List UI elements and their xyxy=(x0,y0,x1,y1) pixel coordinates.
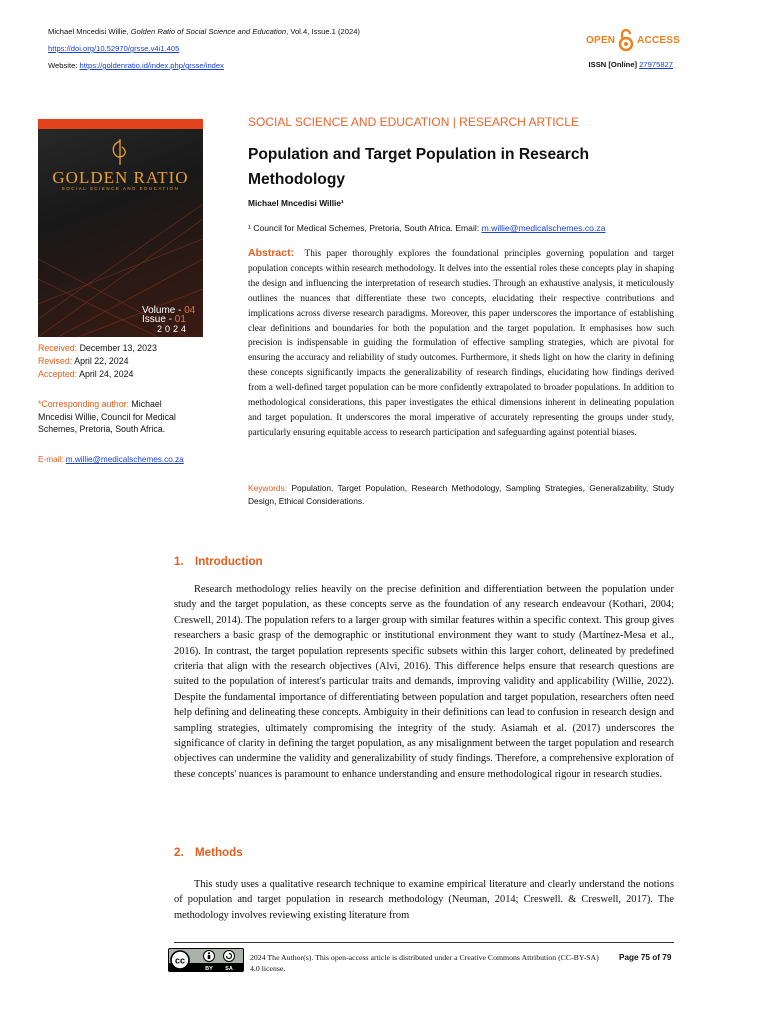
methods-paragraph: This study uses a qualitative research technique to examine empirical literature and clearly understand the notions of population and target population in research methodology (Neuman, 2014; Creswell. & Creswell, 2017). The methodology involves reviewing existing literature from xyxy=(174,879,674,921)
keywords-label: Keywords: xyxy=(248,483,288,493)
author-affiliation xyxy=(248,223,605,233)
website-link[interactable]: https://goldenratio.id/index.php/grsse/index xyxy=(79,61,224,70)
cc-by-sa-badge xyxy=(168,948,244,972)
sa-text: SA xyxy=(225,966,233,972)
email-link[interactable]: m.willie@medicalschemes.co.za xyxy=(65,455,184,464)
license-text: 2024 The Author(s). This open-access article is distributed under a Creative Commons Attribution (CC-BY-SA) 4.0 license. xyxy=(250,953,599,973)
introduction-body xyxy=(174,582,674,782)
website-label: Website: xyxy=(48,61,78,70)
by-text: BY xyxy=(205,966,213,972)
introduction-paragraph: Research methodology relies heavily on the precise definition and differentiation between the population under study and the target population, as these concepts serve as the foundation of any research endeavour (Kothari, 2004; Creswell, 2014). The population refers to a larger group with similar features within a specific context. This group gives researchers a basic grasp of the demographic or institutional environment they want to study (Martínez-Mesa et al., 2016). In contrast, the target population represents specific subsets within this larger cohort, delineated by predefined criteria that align with the research objectives (Alvi, 2016). This difference helps ensure that research questions are suited to the population of interest's particular traits and demands, improving validity and applicability (Willie, 2022). Despite the fundamental importance of differentiating between population and target population, researchers often need help defining and delineating these concepts. Ambiguity in their definitions can lead to confusion in research design and sampling strategies, ultimately compromising the integrity of the study. Asiamah et al. (2017) underscores the significance of clarity in defining the target population, as any misalignment between the target population and research objectives can undermine the validity and generalizability of study findings. Therefore, a comprehensive exploration of these concepts' nuances is paramount to enhance understanding and ensure methodological rigour in research studies. xyxy=(174,584,674,780)
abstract-text: This paper thoroughly explores the foundational principles governing population and target population concepts within research methodology. It delves into the essential roles these concepts play in shaping the design and influencing the interpretation of research studies. Through an exhaustive analysis, it meticulously outlines the nuances that differentiate these two concepts, elucidating their respective contributions and implications across diverse research paradigms. Moreover, this paper underscores the importance of establishing clear definitions and boundaries for both the population and the target population. It emphasises how such precision is indispensable in guiding the formulation of effective sampling strategies, which are pivotal for ensuring the accuracy and reliability of study outcomes. Furthermore, it sheds light on how the clarity in defining these concepts significantly impacts the generalizability of research findings, elucidating how findings derived from a well-defined target population can be more confidently extrapolated to broader populations. In addition to methodological considerations, this paper investigates the ethical dimensions inherent in delineating population and target population. It underscores the moral imperative of accurately representing the groups under study, particularly ensuring equitable access to research participation and safeguarding against potential biases. xyxy=(248,249,674,438)
corresponding-label: *Corresponding author: xyxy=(38,399,129,409)
article-category: SOCIAL SCIENCE AND EDUCATION | RESEARCH ARTICLE xyxy=(248,115,579,129)
header-author: Michael Mncedisi Willie, xyxy=(48,27,129,36)
header-volume: , Vol.4, Issue.1 (2024) xyxy=(286,27,360,36)
footer-divider xyxy=(174,942,674,943)
page-of: of xyxy=(652,953,660,962)
abstract xyxy=(248,246,674,441)
page-label: Page xyxy=(619,953,639,962)
revised-value: April 22, 2024 xyxy=(74,356,129,366)
keywords-text: Population, Target Population, Research Methodology, Sampling Strategies, Generalizability, Study Design, Ethical Considerations. xyxy=(248,483,675,506)
corresponding-affiliation: Mncedisi Willie, Council for Medical Schemes, Pretoria, South Africa. xyxy=(38,411,176,434)
issn-link[interactable]: 27975827 xyxy=(639,60,673,69)
cover-issue-label: Issue - xyxy=(142,314,173,325)
accepted-value: April 24, 2024 xyxy=(79,369,134,379)
page-total: 79 xyxy=(662,953,672,962)
cover-volume xyxy=(142,306,195,324)
section-heading-methods xyxy=(174,846,243,859)
revised-date xyxy=(38,355,129,367)
open-lock-icon xyxy=(618,29,634,51)
cover-volume-value: 04 xyxy=(184,305,196,316)
page-number xyxy=(619,953,671,962)
doi-link[interactable]: https://doi.org/10.52970/grsse.v4i1.405 xyxy=(48,44,180,53)
issn-label: ISSN [Online] xyxy=(588,60,638,69)
section-heading-introduction xyxy=(174,555,263,568)
received-date xyxy=(38,342,157,354)
corresponding-name: Michael xyxy=(131,399,162,409)
revised-label: Revised: xyxy=(38,356,73,366)
accepted-date xyxy=(38,368,133,380)
accepted-label: Accepted: xyxy=(38,369,78,379)
cover-issue-value: 01 xyxy=(174,314,186,325)
methods-number: 2. xyxy=(174,846,184,859)
affiliation-text: ¹ Council for Medical Schemes, Pretoria, South Africa. Email: xyxy=(248,223,480,233)
corresponding-author xyxy=(38,398,198,436)
received-value: December 13, 2023 xyxy=(79,343,157,353)
open-access-logo xyxy=(586,28,680,52)
cover-brand: GOLDEN RATIO xyxy=(52,168,189,187)
open-access-word-2: ACCESS xyxy=(637,34,681,46)
website-line xyxy=(48,61,224,71)
creative-commons-icon xyxy=(168,948,244,972)
methods-title: Methods xyxy=(195,846,243,859)
intro-title: Introduction xyxy=(195,555,263,568)
journal-cover xyxy=(38,119,203,337)
cover-volume-label: Volume - xyxy=(142,305,182,316)
open-access-word-1: OPEN xyxy=(586,34,616,46)
article-title: Population and Target Population in Research Methodology xyxy=(248,146,590,188)
methods-body xyxy=(174,877,674,923)
page-current: 75 xyxy=(640,953,650,962)
cover-top-strip xyxy=(38,119,203,129)
affiliation-email-link[interactable]: m.willie@medicalschemes.co.za xyxy=(481,223,606,233)
header-journal: Golden Ratio of Social Science and Education xyxy=(130,27,287,36)
abstract-label: Abstract: xyxy=(248,247,295,259)
corresponding-email xyxy=(38,454,184,466)
cover-year: 2024 xyxy=(157,324,190,334)
keywords xyxy=(248,482,674,507)
running-header xyxy=(48,27,360,37)
intro-number: 1. xyxy=(174,555,184,568)
cover-subtitle: SOCIAL SCIENCE AND EDUCATION xyxy=(61,186,180,191)
email-label: E-mail: xyxy=(38,455,64,464)
cc-text: cc xyxy=(174,955,186,966)
issn-line xyxy=(589,60,673,69)
doi-line xyxy=(48,44,179,54)
received-label: Received: xyxy=(38,343,78,353)
article-author: Michael Mncedisi Willie¹ xyxy=(248,198,344,208)
